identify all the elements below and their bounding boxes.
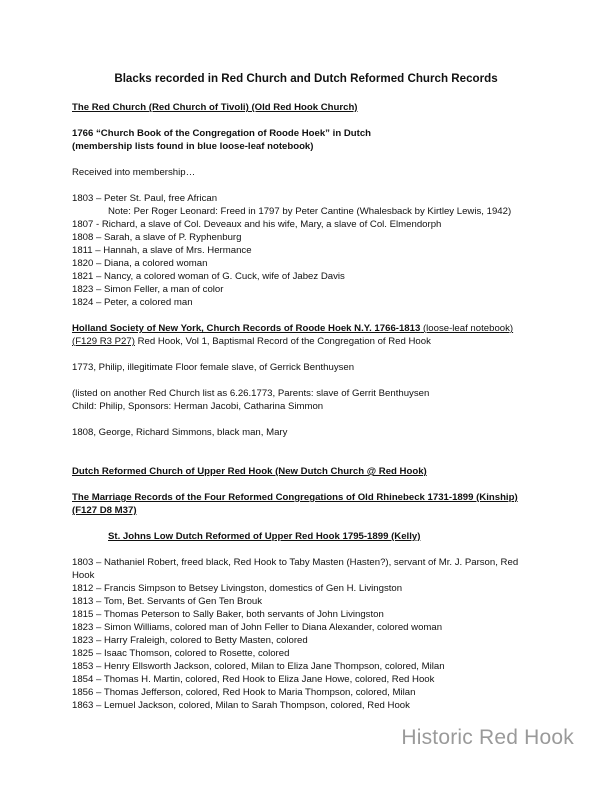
membership-entry: 1803 – Peter St. Paul, free African xyxy=(72,193,218,204)
holland-society-ref-code: (F129 R3 P27) xyxy=(72,336,135,347)
holland-society-heading xyxy=(72,323,513,335)
marriage-entry: 1863 – Lemuel Jackson, colored, Milan to Sarah Thompson, colored, Red Hook xyxy=(72,700,410,711)
red-church-heading: The Red Church (Red Church of Tivoli) (Old Red Hook Church) xyxy=(72,102,358,113)
baptism-entry-1808: 1808, George, Richard Simmons, black man, Mary xyxy=(72,427,288,438)
membership-entry: 1820 – Diana, a colored woman xyxy=(72,258,208,269)
listed-note-line-1: (listed on another Red Church list as 6.26.1773, Parents: slave of Gerrit Benthuysen xyxy=(72,388,430,399)
marriage-records-heading: The Marriage Records of the Four Reformed Congregations of Old Rhinebeck 1731-1899 (Kinship) xyxy=(72,492,518,503)
membership-entry: 1811 – Hannah, a slave of Mrs. Hermance xyxy=(72,245,252,256)
marriage-entry: 1856 – Thomas Jefferson, colored, Red Hook to Maria Thompson, colored, Milan xyxy=(72,687,416,698)
membership-entry: 1807 - Richard, a slave of Col. Deveaux and his wife, Mary, a slave of Col. Elmendorph xyxy=(72,219,442,230)
membership-note: Note: Per Roger Leonard: Freed in 1797 by Peter Cantine (Whalesback by Kirtley Lewis, 1942) xyxy=(108,206,512,217)
marriage-entry: 1815 – Thomas Peterson to Sally Baker, both servants of John Livingston xyxy=(72,609,384,620)
baptism-entry-1773: 1773, Philip, illegitimate Floor female slave, of Gerrick Benthuysen xyxy=(72,362,355,373)
marriage-entry-continued: Hook xyxy=(72,570,95,581)
holland-society-heading-rest: (loose-leaf notebook) xyxy=(420,323,514,334)
received-into-membership: Received into membership… xyxy=(72,167,196,178)
document-title: Blacks recorded in Red Church and Dutch Reformed Church Records xyxy=(114,72,498,85)
marriage-entry: 1823 – Harry Fraleigh, colored to Betty Masten, colored xyxy=(72,635,308,646)
membership-entry: 1808 – Sarah, a slave of P. Ryphenburg xyxy=(72,232,242,243)
historic-red-hook-watermark: Historic Red Hook xyxy=(401,726,574,749)
membership-entry: 1824 – Peter, a colored man xyxy=(72,297,193,308)
marriage-entry: 1813 – Tom, Bet. Servants of Gen Ten Brouk xyxy=(72,596,263,607)
holland-society-ref-rest: Red Hook, Vol 1, Baptismal Record of the Congregation of Red Hook xyxy=(134,336,431,347)
membership-entry: 1823 – Simon Feller, a man of color xyxy=(72,284,224,295)
marriage-entry: 1853 – Henry Ellsworth Jackson, colored, Milan to Eliza Jane Thompson, colored, Milan xyxy=(72,661,445,672)
church-book-title: 1766 “Church Book of the Congregation of Roode Hoek” in Dutch xyxy=(72,128,372,139)
holland-society-reference xyxy=(72,336,431,348)
church-book-note: (membership lists found in blue loose-leaf notebook) xyxy=(72,141,314,152)
marriage-entry: 1823 – Simon Williams, colored man of John Feller to Diana Alexander, colored woman xyxy=(72,622,443,633)
marriage-entry: 1812 – Francis Simpson to Betsey Livingston, domestics of Gen H. Livingston xyxy=(72,583,403,594)
dutch-reformed-heading: Dutch Reformed Church of Upper Red Hook (New Dutch Church @ Red Hook) xyxy=(72,466,427,477)
st-johns-heading: St. Johns Low Dutch Reformed of Upper Red Hook 1795-1899 (Kelly) xyxy=(108,531,421,542)
marriage-entry: 1825 – Isaac Thomson, colored to Rosette, colored xyxy=(72,648,290,659)
marriage-entry: 1803 – Nathaniel Robert, freed black, Red Hook to Taby Masten (Hasten?), servant of Mr. J. Parson, Red xyxy=(72,557,519,568)
holland-society-heading-bold: Holland Society of New York, Church Records of Roode Hoek N.Y. 1766-1813 xyxy=(72,323,421,334)
listed-note-line-2: Child: Philip, Sponsors: Herman Jacobi, Catharina Simmon xyxy=(72,401,324,412)
membership-entry: 1821 – Nancy, a colored woman of G. Cuck, wife of Jabez Davis xyxy=(72,271,345,282)
marriage-entry: 1854 – Thomas H. Martin, colored, Red Hook to Eliza Jane Howe, colored, Red Hook xyxy=(72,674,435,685)
marriage-records-reference: (F127 D8 M37) xyxy=(72,505,137,516)
